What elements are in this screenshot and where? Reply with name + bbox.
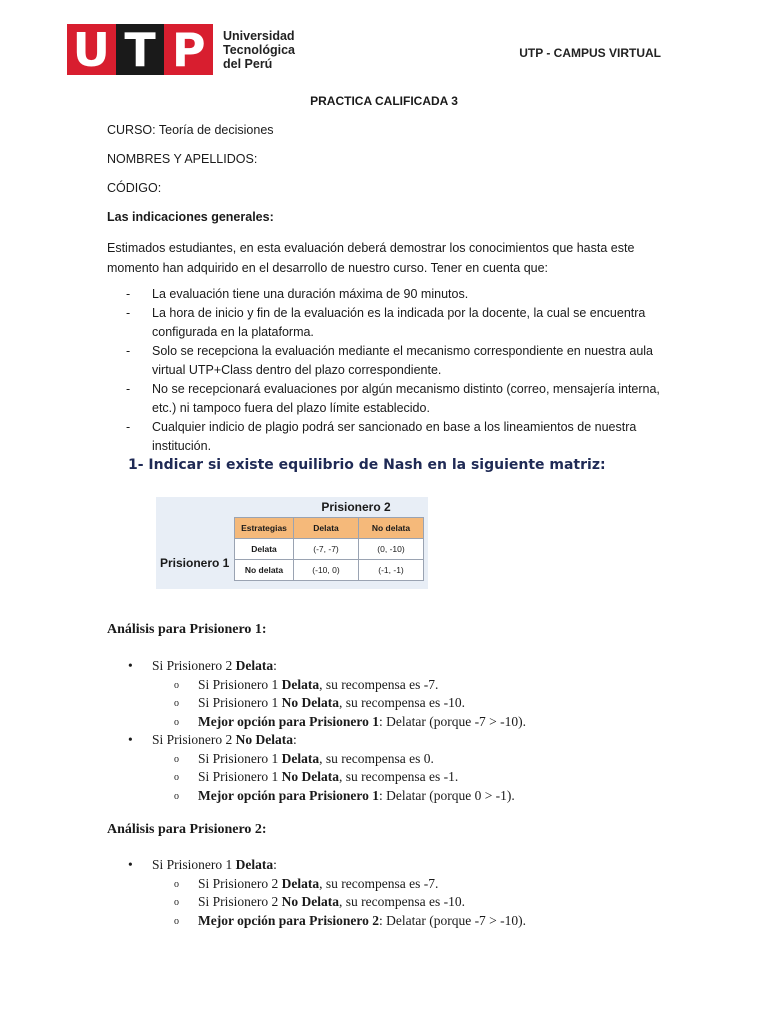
list-item: - La evaluación tiene una duración máxima de 90 minutos. — [126, 285, 666, 304]
logo-text-line: Universidad — [223, 28, 295, 43]
matrix-header-cell: Estrategias — [235, 518, 294, 539]
case-bold: Delata — [235, 857, 274, 872]
item-text: Si Prisionero 2 — [198, 875, 282, 891]
utp-logo — [67, 24, 295, 75]
list-item: - Cualquier indicio de plagio podrá ser sancionado en base a los lineamientos de nuestra institución. — [126, 418, 666, 456]
case-text: Si Prisionero 2 — [152, 732, 236, 747]
case-text: : — [273, 658, 277, 673]
matrix-table — [234, 517, 424, 581]
matrix-row-header: Delata — [235, 539, 294, 560]
item-text: , su recompensa es -10. — [339, 695, 465, 710]
analysis-2-list — [128, 856, 688, 930]
item-bold: No Delata — [281, 695, 340, 710]
analysis-1-title: Análisis para Prisionero 1: — [107, 622, 267, 637]
item-bold: Delata — [281, 750, 320, 766]
item-bold: Mejor opción para Prisionero 1 — [198, 713, 379, 729]
list-item — [174, 912, 688, 931]
case-bold: No Delata — [235, 732, 294, 747]
intro-paragraph: Estimados estudiantes, en esta evaluación deberá demostrar los conocimientos que hasta este momento han adquirido en el desarrollo de nuestro curso. Tener en cuenta que: — [107, 241, 635, 275]
logo-letter-p: P — [171, 22, 206, 77]
sub-list — [152, 750, 688, 806]
page-header — [67, 24, 667, 76]
item-bold: Mejor opción para Prisionero 2 — [198, 912, 379, 928]
item-text: Si Prisionero 2 — [198, 894, 282, 909]
list-item — [174, 875, 688, 894]
matrix-cell: (0, -10) — [359, 539, 424, 560]
list-item — [128, 731, 688, 805]
logo-text-line: Tecnológica — [223, 42, 296, 57]
list-item: - No se recepcionará evaluaciones por algún mecanismo distinto (correo, mensajería interna, etc.) ni tampoco fuera del plazo límite establecido. — [126, 380, 666, 418]
sub-list — [152, 676, 688, 732]
item-bold: Mejor opción para Prisionero 1 — [198, 787, 379, 803]
row-player-label: Prisionero 1 — [160, 556, 230, 570]
analysis-2-title: Análisis para Prisionero 2: — [107, 822, 267, 837]
item-text: Si Prisionero 1 — [198, 676, 282, 692]
matrix-header-cell: No delata — [359, 518, 424, 539]
list-item — [128, 657, 688, 731]
matrix-header-cell: Delata — [294, 518, 359, 539]
item-text: : Delatar (porque -7 > -10). — [378, 713, 527, 729]
logo-wordmark — [223, 29, 295, 71]
item-bold: Delata — [281, 875, 320, 891]
logo-letter-u: U — [72, 22, 111, 77]
utp-logo-mark — [67, 24, 213, 75]
list-item — [128, 856, 688, 930]
curso-line: CURSO: Teoría de decisiones — [107, 123, 274, 137]
item-text: , su recompensa es -10. — [339, 894, 465, 909]
case-text: : — [293, 732, 297, 747]
case-text: Si Prisionero 1 — [152, 857, 236, 872]
matrix-cell: (-1, -1) — [359, 560, 424, 581]
item-text: Si Prisionero 1 — [198, 769, 282, 784]
list-item — [174, 750, 688, 769]
table-row — [235, 539, 424, 560]
list-item — [174, 694, 688, 713]
matrix-cell: (-10, 0) — [294, 560, 359, 581]
logo-text-line: del Perú — [223, 56, 273, 71]
case-bold: Delata — [235, 658, 274, 673]
table-row — [235, 560, 424, 581]
column-player-label: Prisionero 2 — [321, 500, 391, 514]
indicaciones-heading: Las indicaciones generales: — [107, 210, 274, 224]
item-bold: No Delata — [281, 894, 340, 909]
item-text: , su recompensa es 0. — [319, 750, 434, 766]
item-text: : Delatar (porque -7 > -10). — [378, 912, 527, 928]
list-item: - Solo se recepciona la evaluación mediante el mecanismo correspondiente en nuestra aula virtual UTP+Class dentro del plazo correspondiente. — [126, 342, 666, 380]
case-text: : — [273, 857, 277, 872]
item-text: , su recompensa es -1. — [339, 769, 459, 784]
document-title: PRACTICA CALIFICADA 3 — [310, 94, 458, 108]
list-item — [174, 713, 688, 732]
item-bold: No Delata — [281, 769, 340, 784]
list-item — [174, 787, 688, 806]
codigo-line: CÓDIGO: — [107, 181, 162, 195]
nombres-line: NOMBRES Y APELLIDOS: — [107, 152, 258, 166]
item-bold: Delata — [281, 676, 320, 692]
item-text: Si Prisionero 1 — [198, 750, 282, 766]
item-text: , su recompensa es -7. — [319, 875, 439, 891]
item-text: Si Prisionero 1 — [198, 695, 282, 710]
sub-list — [152, 875, 688, 931]
item-text: , su recompensa es -7. — [319, 676, 439, 692]
list-item — [174, 768, 688, 787]
matrix-row-header: No delata — [235, 560, 294, 581]
instructions-list — [126, 285, 666, 456]
question-1: 1- Indicar si existe equilibrio de Nash en la siguiente matriz: — [128, 457, 606, 473]
payoff-matrix — [156, 497, 428, 589]
analysis-1-list — [128, 657, 688, 805]
list-item — [174, 676, 688, 695]
campus-label: UTP - CAMPUS VIRTUAL — [519, 46, 661, 60]
table-row — [235, 518, 424, 539]
case-text: Si Prisionero 2 — [152, 658, 236, 673]
list-item: - La hora de inicio y fin de la evaluación es la indicada por la docente, la cual se encuentra configurada en la plataforma. — [126, 304, 666, 342]
logo-letter-t: T — [116, 24, 165, 75]
matrix-cell: (-7, -7) — [294, 539, 359, 560]
list-item — [174, 893, 688, 912]
item-text: : Delatar (porque 0 > -1). — [378, 787, 515, 803]
